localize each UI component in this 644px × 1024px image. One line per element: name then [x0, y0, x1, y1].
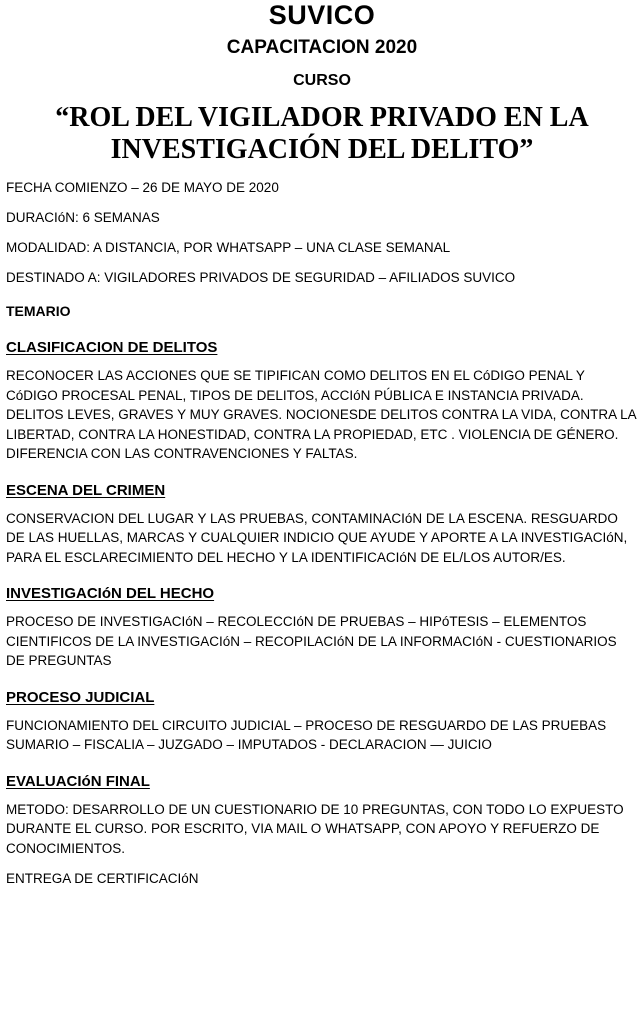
section-heading-evaluacion-final [6, 772, 638, 792]
section-body-proceso-judicial: FUNCIONAMIENTO DEL CIRCUITO JUDICIAL – PROCESO DE RESGUARDO DE LAS PRUEBAS SUMARIO – FISCALIA – JUZGADO – IMPUTADOS - DECLARACION — JUICIO [6, 717, 607, 752]
section-heading-proceso-judicial [6, 688, 638, 708]
course-title-line-1: “ROL DEL VIGILADOR PRIVADO EN LA [55, 102, 589, 133]
temario-heading: TEMARIO [6, 303, 71, 319]
section-heading-proceso-judicial-text: PROCESO JUDICIAL [6, 688, 155, 706]
curso-label: CURSO [293, 72, 351, 89]
meta-start-date: FECHA COMIENZO – 26 DE MAYO DE 2020 [6, 180, 279, 195]
section-body-escena: CONSERVACION DEL LUGAR Y LAS PRUEBAS, CONTAMINACIóN DE LA ESCENA. RESGUARDO DE LAS HUELLAS, MARCAS Y CUALQUIER INDICIO QUE AYUDE Y APORTE A LA INVESTIGACIóN, PARA EL ESCLARECIMIENTO DEL HECHO Y LA IDENTIFICACIóN DE EL/LOS AUTOR/ES. [6, 510, 628, 565]
section-heading-escena [6, 481, 638, 501]
section-body-clasificacion: RECONOCER LAS ACCIONES QUE SE TIPIFICAN COMO DELITOS EN EL CóDIGO PENAL Y CóDIGO PROCESAL PENAL, TIPOS DE DELITOS, ACCIóN PÚBLICA E INSTANCIA PRIVADA. DELITOS LEVES, GRAVES Y MUY GRAVES. NOCIONESDE DELITOS CONTRA LA VIDA, CONTRA LA LIBERTAD, CONTRA LA HONESTIDAD, CONTRA LA PROPIEDAD, ETC . VIOLENCIA DE GÉNERO. DIFERENCIA CON LAS CONTRAVENCIONES Y FALTAS. [6, 368, 636, 461]
meta-modality: MODALIDAD: A DISTANCIA, POR WHATSAPP – UNA CLASE SEMANAL [6, 240, 451, 255]
course-title [6, 102, 638, 166]
section-heading-investigacion-text: INVESTIGACIóN DEL HECHO [6, 585, 215, 602]
section-heading-escena-text: ESCENA DEL CRIMEN [6, 481, 166, 499]
organization-title: SUVICO [268, 0, 376, 30]
meta-duration: DURACIóN: 6 SEMANAS [6, 210, 160, 225]
section-heading-clasificacion [6, 338, 638, 358]
certification-line: ENTREGA DE CERTIFICACIóN [6, 871, 199, 886]
section-body-evaluacion-final: METODO: DESARROLLO DE UN CUESTIONARIO DE 10 PREGUNTAS, CON TODO LO EXPUESTO DURANTE EL CURSO. POR ESCRITO, VIA MAIL O WHATSAPP, CON APOYO Y REFUERZO DE CONOCIMIENTOS. [6, 801, 624, 856]
section-heading-investigacion [6, 584, 638, 604]
section-body-investigacion: PROCESO DE INVESTIGACIóN – RECOLECCIóN DE PRUEBAS – HIPóTESIS – ELEMENTOS CIENTIFICOS DE LA INVESTIGACIóN – RECOPILACIóN DE LA INFORMACIóN - CUESTIONARIOS DE PREGUNTAS [6, 614, 617, 668]
course-title-line-2: INVESTIGACIÓN DEL DELITO” [110, 134, 534, 165]
document-subtitle: CAPACITACION 2020 [226, 37, 418, 58]
section-heading-evaluacion-final-text: EVALUACIóN FINAL [6, 772, 150, 790]
meta-audience: DESTINADO A: VIGILADORES PRIVADOS DE SEGURIDAD – AFILIADOS SUVICO [6, 270, 516, 285]
section-heading-clasificacion-text: CLASIFICACION DE DELITOS [6, 339, 218, 356]
